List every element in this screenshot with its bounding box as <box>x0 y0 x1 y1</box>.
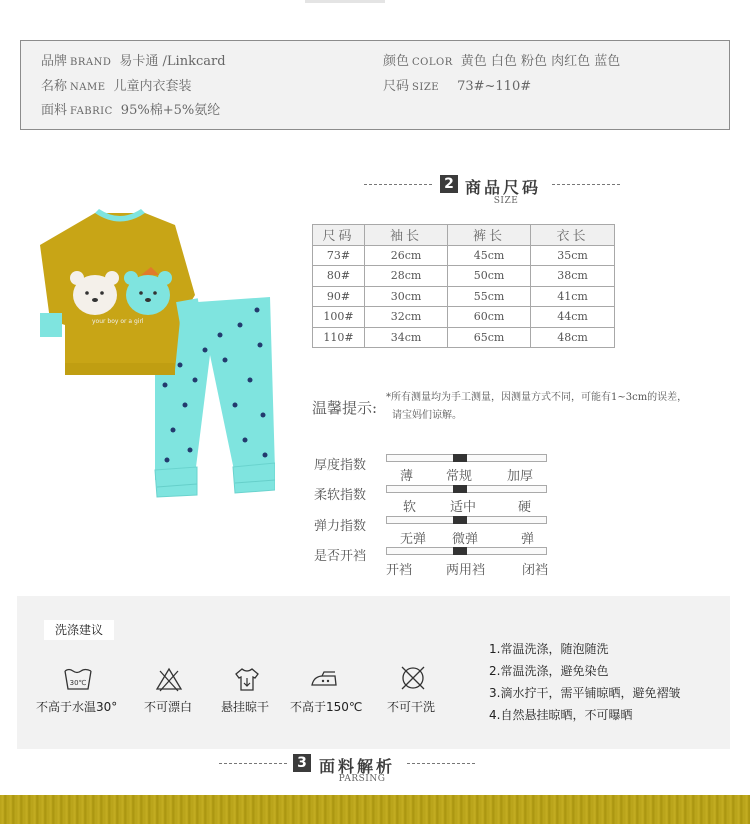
indicator-softness-marker <box>453 485 467 493</box>
wash-tip-1: 1.常温洗涤，随泡随洗 <box>489 642 609 656</box>
header-size: 尺码 <box>313 225 365 246</box>
section-2-line-right <box>552 184 620 185</box>
info-color: 颜色 COLOR 黄色 白色 粉色 肉红色 蓝色 <box>383 54 621 69</box>
indicator-crotch-bar <box>386 547 547 555</box>
section-3-subtitle: PARSING <box>338 774 386 784</box>
hang-dry-label: 悬挂晾干 <box>221 700 270 714</box>
tips-line-2: 请宝妈们谅解。 <box>392 410 462 421</box>
size-table <box>312 224 615 348</box>
indicator-elasticity-opt-2: 弹 <box>521 532 535 547</box>
info-brand: 品牌 BRAND 易卡通 /Linkcard <box>41 54 226 69</box>
indicator-crotch-opt-2: 闭裆 <box>522 563 549 578</box>
top-edge-remnant <box>305 0 385 3</box>
indicator-thickness-opt-1: 常规 <box>446 469 473 484</box>
tips-line-1: *所有测量均为手工测量，因测量方式不同，可能有1~3cm的误差， <box>386 392 688 403</box>
table-row: 73# 26cm 45cm 35cm <box>313 245 615 266</box>
no-bleach-label: 不可漂白 <box>144 700 193 714</box>
indicator-elasticity-marker <box>453 516 467 524</box>
indicator-thickness-marker <box>453 454 467 462</box>
indicator-softness-bar <box>386 485 547 493</box>
indicator-thickness-bar <box>386 454 547 462</box>
table-row: 90# 30cm 55cm 41cm <box>313 286 615 307</box>
header-top: 衣长 <box>531 225 615 246</box>
section-2-subtitle: SIZE <box>493 196 519 206</box>
info-fabric: 面料 FABRIC 95%棉+5%氨纶 <box>41 103 221 118</box>
wash-30-label: 不高于水温30° <box>36 700 118 714</box>
indicator-crotch-label: 是否开裆 <box>314 549 367 564</box>
section-2-title: 商品尺码 <box>465 178 542 197</box>
tips-label: 温馨提示: <box>312 399 378 417</box>
section-3-number: 3 <box>293 754 311 772</box>
product-info-box <box>20 40 730 130</box>
iron-150-label: 不高于150℃ <box>290 700 363 714</box>
section-3-line-right <box>407 763 475 764</box>
indicator-elasticity-bar <box>386 516 547 524</box>
header-pants: 裤长 <box>448 225 531 246</box>
indicator-crotch-opt-0: 开裆 <box>386 563 413 578</box>
section-3-title: 面料解析 <box>319 757 396 776</box>
wash-care-panel <box>17 596 730 749</box>
no-bleach-icon <box>154 665 184 693</box>
wash-tip-3: 3.滴水拧干，需平铺晾晒，避免褶皱 <box>489 686 681 700</box>
hang-dry-icon <box>232 665 262 693</box>
no-dry-clean-label: 不可干洗 <box>387 700 436 714</box>
indicator-elasticity-opt-0: 无弹 <box>400 532 427 547</box>
table-row: 100# 32cm 60cm 44cm <box>313 307 615 328</box>
indicator-softness-opt-1: 适中 <box>450 500 477 515</box>
size-table-header <box>313 225 615 246</box>
wash-30-icon <box>63 665 93 693</box>
info-size: 尺码 SIZE 73#~110# <box>383 79 532 94</box>
indicator-thickness-label: 厚度指数 <box>314 458 367 473</box>
table-row: 110# 34cm 65cm 48cm <box>313 327 615 348</box>
indicator-crotch-opt-1: 两用裆 <box>446 563 486 578</box>
wash-care-title: 洗涤建议 <box>44 620 114 640</box>
indicator-thickness-opt-2: 加厚 <box>507 469 534 484</box>
section-2-number: 2 <box>440 175 458 193</box>
wash-30-icon-text: 30℃ <box>69 679 87 687</box>
wash-tip-2: 2.常温洗涤，避免染色 <box>489 664 609 678</box>
indicator-elasticity-opt-1: 微弹 <box>452 532 479 547</box>
fabric-texture-image <box>0 795 750 824</box>
shirt-print-text: your boy or a girl <box>92 318 144 325</box>
section-3-line-left <box>219 763 287 764</box>
kids-pajama-illustration <box>35 205 275 500</box>
indicator-thickness-opt-0: 薄 <box>400 469 414 484</box>
iron-150-icon <box>309 665 339 693</box>
indicator-elasticity-label: 弹力指数 <box>314 519 367 534</box>
wash-tip-4: 4.自然悬挂晾晒，不可曝晒 <box>489 708 633 722</box>
indicator-crotch-marker <box>453 547 467 555</box>
section-2-line-left <box>364 184 432 185</box>
blue-bear-face <box>124 267 172 315</box>
indicator-softness-opt-2: 硬 <box>518 500 532 515</box>
header-sleeve: 袖长 <box>365 225 448 246</box>
indicator-softness-label: 柔软指数 <box>314 488 367 503</box>
info-name: 名称 NAME 儿童内衣套装 <box>41 79 192 94</box>
indicator-softness-opt-0: 软 <box>403 500 417 515</box>
no-dry-clean-icon <box>398 664 428 692</box>
table-row: 80# 28cm 50cm 38cm <box>313 266 615 287</box>
